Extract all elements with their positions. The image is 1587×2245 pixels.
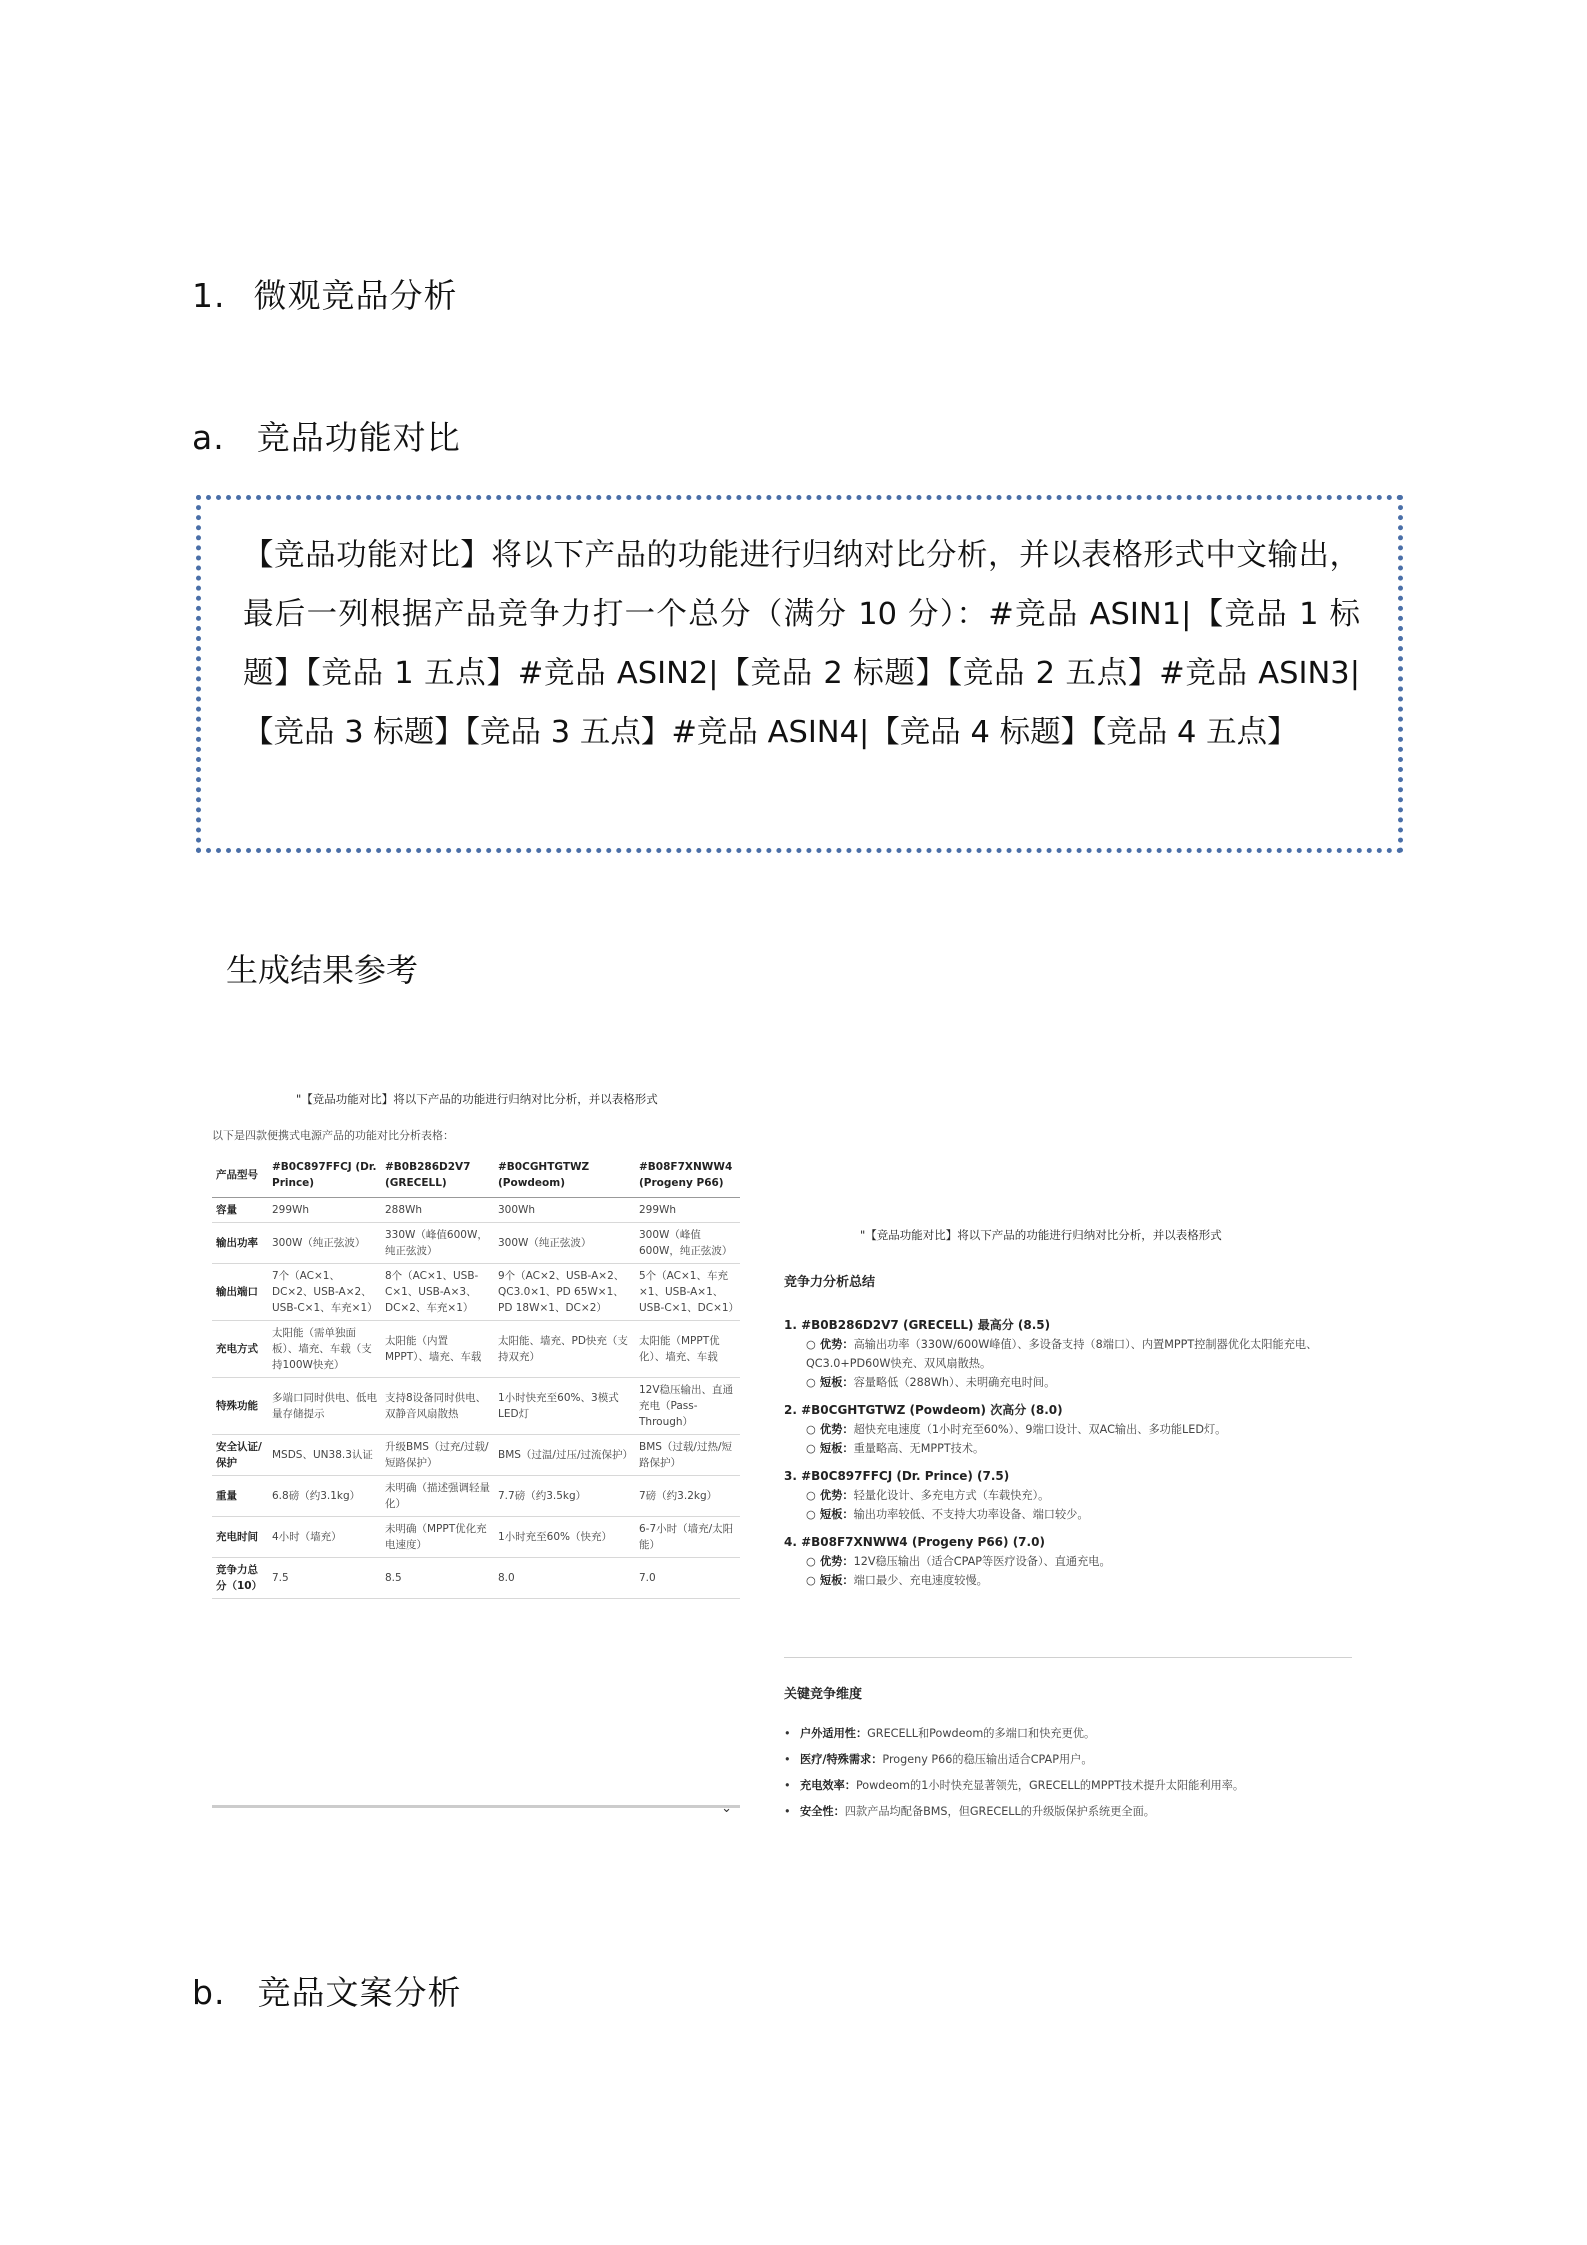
weakness-label: 短板： <box>820 1574 854 1587</box>
dimension-item <box>784 1799 1374 1825</box>
weakness-text: 容量略低（288Wh）、未明确充电时间。 <box>853 1376 1056 1389</box>
advantage-text: 12V稳压输出（适合CPAP等医疗设备）、直通充电。 <box>853 1555 1111 1568</box>
chevron-down-icon[interactable]: ⌄ <box>721 1801 732 1816</box>
table-cell: 288Wh <box>381 1198 494 1223</box>
table-cell: 7.7磅（约3.5kg） <box>494 1476 635 1517</box>
table-row <box>212 1476 740 1517</box>
table-cell: 支持8设备同时供电、双静音风扇散热 <box>381 1378 494 1435</box>
weakness-line <box>806 1439 1374 1458</box>
weakness-line <box>806 1505 1374 1524</box>
table-cell: 7.5 <box>268 1558 381 1599</box>
table-cell: 太阳能（MPPT优化）、墙充、车载 <box>635 1321 740 1378</box>
advantage-line <box>806 1335 1374 1373</box>
table-header: 产品型号 <box>212 1153 268 1198</box>
rank-heading: 2. #B0CGHTGTWZ (Powdeom) 次高分 (8.0) <box>784 1403 1063 1417</box>
rank-item <box>784 1315 1374 1392</box>
dimension-label: 充电效率： <box>800 1779 856 1792</box>
table-cell: BMS（过载/过热/短路保护） <box>635 1435 740 1476</box>
table-row <box>212 1558 740 1599</box>
weakness-line <box>806 1373 1374 1392</box>
bullet-icon: • <box>784 1779 791 1792</box>
table-row <box>212 1264 740 1321</box>
table-cell: 300W（峰值600W，纯正弦波） <box>635 1223 740 1264</box>
dimension-label: 医疗/特殊需求： <box>800 1753 883 1766</box>
table-cell: 6-7小时（墙充/太阳能） <box>635 1517 740 1558</box>
advantage-text: 轻量化设计、多充电方式（车载快充）。 <box>853 1489 1050 1502</box>
bullet-icon: ○ <box>806 1574 816 1587</box>
dimension-item <box>784 1773 1374 1799</box>
horizontal-scrollbar[interactable] <box>212 1805 740 1808</box>
dimension-label: 户外适用性： <box>800 1727 868 1740</box>
table-row <box>212 1223 740 1264</box>
table-row <box>212 1321 740 1378</box>
table-header: #B0C897FFCJ (Dr. Prince) <box>268 1153 381 1198</box>
dimension-text: GRECELL和Powdeom的多端口和快充更优。 <box>867 1727 1096 1740</box>
table-cell: 7个（AC×1、DC×2、USB-A×2、USB-C×1、车充×1） <box>268 1264 381 1321</box>
result-heading: 生成结果参考 <box>226 951 419 989</box>
screenshot-title: "【竞品功能对比】将以下产品的功能进行归纳对比分析，并以表格形式 <box>860 1228 1222 1242</box>
table-intro: 以下是四款便携式电源产品的功能对比分析表格： <box>212 1129 454 1142</box>
table-cell: 太阳能、墙充、PD快充（支持双充） <box>494 1321 635 1378</box>
subsection-title: 竞品功能对比 <box>256 418 461 457</box>
row-header-cell: 充电方式 <box>212 1321 268 1378</box>
screenshot-title: "【竞品功能对比】将以下产品的功能进行归纳对比分析，并以表格形式 <box>296 1092 658 1106</box>
dimension-text: Progeny P66的稳压输出适合CPAP用户。 <box>882 1753 1093 1766</box>
row-header-cell: 重量 <box>212 1476 268 1517</box>
table-row <box>212 1198 740 1223</box>
bullet-icon: ○ <box>806 1423 816 1436</box>
table-cell: 7磅（约3.2kg） <box>635 1476 740 1517</box>
advantage-line <box>806 1552 1374 1571</box>
row-header-cell: 竞争力总分（10） <box>212 1558 268 1599</box>
prompt-box <box>196 495 1403 853</box>
advantage-line <box>806 1420 1374 1439</box>
advantage-text: 超快充电速度（1小时充至60%）、9端口设计、双AC输出、多功能LED灯。 <box>853 1423 1227 1436</box>
advantage-line <box>806 1486 1374 1505</box>
comparison-table <box>212 1153 740 1599</box>
rank-item <box>784 1466 1374 1524</box>
dimensions-title: 关键竞争维度 <box>784 1687 863 1702</box>
rank-heading: 4. #B08F7XNWW4 (Progeny P66) (7.0) <box>784 1535 1045 1549</box>
table-row <box>212 1378 740 1435</box>
section-heading-1 <box>192 270 458 317</box>
table-cell: MSDS、UN38.3认证 <box>268 1435 381 1476</box>
advantage-label: 优势： <box>820 1338 854 1351</box>
row-header-cell: 安全认证/保护 <box>212 1435 268 1476</box>
bullet-icon: ○ <box>806 1508 816 1521</box>
advantage-label: 优势： <box>820 1555 854 1568</box>
bullet-icon: • <box>784 1727 791 1740</box>
table-header: #B08F7XNWW4 (Progeny P66) <box>635 1153 740 1198</box>
bullet-icon: • <box>784 1753 791 1766</box>
table-cell: 太阳能（内置MPPT）、墙充、车载 <box>381 1321 494 1378</box>
table-cell: 12V稳压输出、直通充电（Pass-Through） <box>635 1378 740 1435</box>
row-header-cell: 特殊功能 <box>212 1378 268 1435</box>
dimension-text: 四款产品均配备BMS，但GRECELL的升级版保护系统更全面。 <box>844 1805 1155 1818</box>
dimension-label: 安全性： <box>800 1805 845 1818</box>
table-cell: 8.5 <box>381 1558 494 1599</box>
rank-heading: 1. #B0B286D2V7 (GRECELL) 最高分 (8.5) <box>784 1318 1051 1332</box>
bullet-icon: ○ <box>806 1338 816 1351</box>
subsection-number: b. <box>192 1973 226 2012</box>
table-cell: 5个（AC×1、车充×1、USB-A×1、USB-C×1、DC×1） <box>635 1264 740 1321</box>
table-cell: 330W（峰值600W，纯正弦波） <box>381 1223 494 1264</box>
table-cell: 9个（AC×2、USB-A×2、QC3.0×1、PD 65W×1、PD 18W×1、DC×2） <box>494 1264 635 1321</box>
summary-title: 竞争力分析总结 <box>784 1275 876 1290</box>
table-header-row <box>212 1153 740 1198</box>
table-cell: 300W（纯正弦波） <box>268 1223 381 1264</box>
table-cell: 300Wh <box>494 1198 635 1223</box>
weakness-label: 短板： <box>820 1508 854 1521</box>
summary-screenshot <box>776 1225 1376 1825</box>
table-cell: 1小时充至60%（快充） <box>494 1517 635 1558</box>
table-cell: 300W（纯正弦波） <box>494 1223 635 1264</box>
dimension-item <box>784 1721 1374 1747</box>
row-header-cell: 输出功率 <box>212 1223 268 1264</box>
bullet-icon: • <box>784 1805 791 1818</box>
table-header: #B0CGHTGTWZ (Powdeom) <box>494 1153 635 1198</box>
table-cell: 太阳能（需单独面板）、墙充、车载（支持100W快充） <box>268 1321 381 1378</box>
divider <box>784 1657 1352 1658</box>
dimension-text: Powdeom的1小时快充显著领先，GRECELL的MPPT技术提升太阳能利用率。 <box>855 1779 1245 1792</box>
rank-item <box>784 1400 1374 1458</box>
subsection-number: a. <box>192 418 225 457</box>
rank-list <box>784 1315 1374 1598</box>
table-header: #B0B286D2V7 (GRECELL) <box>381 1153 494 1198</box>
table-cell: 多端口同时供电、低电量存储提示 <box>268 1378 381 1435</box>
bullet-icon: ○ <box>806 1376 816 1389</box>
weakness-text: 端口最少、充电速度较慢。 <box>853 1574 988 1587</box>
subsection-title: 竞品文案分析 <box>257 1973 462 2012</box>
table-cell: 299Wh <box>635 1198 740 1223</box>
weakness-text: 重量略高、无MPPT技术。 <box>853 1442 985 1455</box>
advantage-label: 优势： <box>820 1489 854 1502</box>
weakness-label: 短板： <box>820 1376 854 1389</box>
table-cell: 4小时（墙充） <box>268 1517 381 1558</box>
table-cell: 未明确（描述强调轻量化） <box>381 1476 494 1517</box>
subsection-heading-a <box>192 412 461 459</box>
advantage-text: 高输出功率（330W/600W峰值）、多设备支持（8端口）、内置MPPT控制器优化太阳能充电、QC3.0+PD60W快充、双风扇散热。 <box>806 1338 1318 1370</box>
table-cell: 1小时快充至60%、3模式LED灯 <box>494 1378 635 1435</box>
bullet-icon: ○ <box>806 1489 816 1502</box>
section-number: 1. <box>192 276 226 315</box>
weakness-line <box>806 1571 1374 1590</box>
rank-item <box>784 1532 1374 1590</box>
advantage-label: 优势： <box>820 1423 854 1436</box>
table-cell: 8个（AC×1、USB-C×1、USB-A×3、DC×2、车充×1） <box>381 1264 494 1321</box>
rank-heading: 3. #B0C897FFCJ (Dr. Prince) (7.5) <box>784 1469 1010 1483</box>
comparison-table-screenshot <box>204 1085 742 1830</box>
table-cell: 6.8磅（约3.1kg） <box>268 1476 381 1517</box>
weakness-label: 短板： <box>820 1442 854 1455</box>
table-cell: 未明确（MPPT优化充电速度） <box>381 1517 494 1558</box>
bullet-icon: ○ <box>806 1442 816 1455</box>
dimensions-list <box>784 1721 1374 1825</box>
table-cell: BMS（过温/过压/过流保护） <box>494 1435 635 1476</box>
row-header-cell: 容量 <box>212 1198 268 1223</box>
section-title: 微观竞品分析 <box>253 276 458 315</box>
prompt-text: 【竞品功能对比】将以下产品的功能进行归纳对比分析，并以表格形式中文输出，最后一列根据产品竞争力打一个总分（满分 10 分）：#竞品 ASIN1|【竞品 1 标题】【竞品 1 五点】#竞品 ASIN2|【竞品 2 标题】【竞品 2 五点】#竞品 ASIN3|【竞品 3 标题】【竞品 3 五点】#竞品 ASIN4|【竞品 4 标题】【竞品 4 五点】 <box>243 538 1360 750</box>
table-row <box>212 1435 740 1476</box>
bullet-icon: ○ <box>806 1555 816 1568</box>
table-cell: 8.0 <box>494 1558 635 1599</box>
table-cell: 7.0 <box>635 1558 740 1599</box>
subsection-heading-b <box>192 1967 461 2014</box>
table-cell: 升级BMS（过充/过载/短路保护） <box>381 1435 494 1476</box>
table-row <box>212 1517 740 1558</box>
table-cell: 299Wh <box>268 1198 381 1223</box>
dimension-item <box>784 1747 1374 1773</box>
row-header-cell: 输出端口 <box>212 1264 268 1321</box>
row-header-cell: 充电时间 <box>212 1517 268 1558</box>
weakness-text: 输出功率较低、不支持大功率设备、端口较少。 <box>853 1508 1089 1521</box>
